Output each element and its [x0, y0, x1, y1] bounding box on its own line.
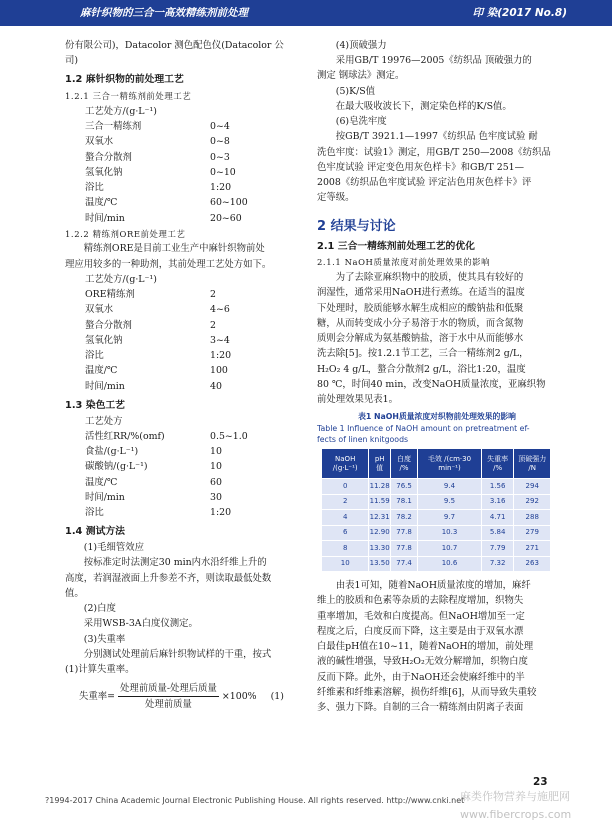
recipe-value: 10: [210, 446, 222, 458]
recipe-row: [65, 318, 307, 333]
paragraph-line: 按标准定时法测定30 min内水沿纤维上升的: [83, 557, 267, 569]
table-header-cell: NaOH /(g·L⁻¹): [322, 449, 369, 479]
formula-rhs: ×100%: [221, 691, 257, 703]
recipe-value: 0~8: [210, 136, 230, 148]
recipe-value: 1:20: [210, 182, 232, 194]
paragraph-line: 在最大吸收波长下，测定染色样的K/S值。: [335, 100, 512, 112]
paragraph-line: 定等级。: [317, 192, 355, 204]
recipe-row: [65, 150, 307, 165]
section-heading-1-4: 1.4 测试方法: [65, 526, 125, 538]
paragraph-line: 下处理时，胶质能够水解生成相应的酸钠盐和低聚: [317, 302, 524, 314]
recipe-row: [65, 211, 307, 226]
recipe-key: 螯合分散剂: [85, 151, 132, 163]
table-cell: 10.7: [418, 541, 482, 557]
table-cell: 12.90: [369, 525, 391, 541]
formula-fraction: [118, 681, 219, 712]
page-number: 23: [533, 776, 548, 788]
table-caption-cn: 表1 NaOH质量浓度对织物前处理效果的影响: [358, 412, 516, 422]
recipe-list-2: [65, 287, 307, 394]
paragraph-line: 精练剂ORE是目前工业生产中麻针织物前处: [83, 243, 265, 255]
table-cell: 294: [514, 479, 551, 495]
table-cell: 288: [514, 510, 551, 526]
recipe-key: 温度/℃: [85, 476, 118, 488]
recipe-row: [65, 302, 307, 317]
paragraph-line: 纤维素和纤维素溶解，损伤纤维[6]，从而导致失重较: [317, 686, 537, 698]
recipe-value: 0~3: [210, 151, 230, 163]
recipe-key: 食盐/(g·L⁻¹): [85, 446, 139, 458]
recipe-value: 60~100: [210, 197, 248, 209]
recipe-value: 3~4: [210, 334, 230, 346]
recipe-row: [65, 165, 307, 180]
recipe-key: ORE精练剂: [85, 289, 135, 301]
paragraph-line: 程度之后，白度反而下降，这主要是由于双氧水漂: [317, 625, 524, 637]
recipe-row: [65, 475, 307, 490]
paragraph-line: 理应用较多的一种助剂，其前处理工艺处方如下。: [65, 258, 272, 270]
recipe-value: 10: [210, 461, 222, 473]
table-row: [322, 510, 551, 526]
table-cell: 8: [322, 541, 369, 557]
table-cell: 271: [514, 541, 551, 557]
table-cell: 7.79: [481, 541, 514, 557]
recipe-list-1: [65, 119, 307, 226]
recipe-value: 60: [210, 476, 222, 488]
table-cell: 263: [514, 556, 551, 572]
table-cell: 4: [322, 510, 369, 526]
paragraph-line: 润湿性，通常采用NaOH进行煮练。在适当的温度: [317, 287, 525, 299]
paragraph-line: H₂O₂ 4 g/L，螯合分散剂2 g/L，浴比1:20，温度: [317, 363, 526, 375]
paragraph-line: 液的碱性增强，导致H₂O₂无效分解增加，织物白度: [317, 656, 528, 668]
test-item-title: (5)K/S值: [335, 85, 376, 97]
table-cell: 10.3: [418, 525, 482, 541]
table-cell: 2: [322, 494, 369, 510]
recipe-row: [65, 379, 307, 394]
paragraph-line: 采用GB/T 19976—2005《纺织品 顶破强力的: [335, 55, 532, 67]
recipe-key: 双氧水: [85, 136, 114, 148]
table-row: [322, 479, 551, 495]
formula-number: (1): [270, 691, 284, 703]
paragraph-line: 洗色牢度：试验1》测定，用GB/T 250—2008《纺织品: [317, 146, 551, 158]
table-row: [322, 556, 551, 572]
recipe-row: [65, 490, 307, 505]
journal-header-bar: [0, 0, 612, 26]
table-cell: 12.31: [369, 510, 391, 526]
recipe-row: [65, 119, 307, 134]
recipe-key: 碳酸钠/(g·L⁻¹): [85, 461, 148, 473]
formula-lhs: 失重率=: [79, 691, 115, 703]
recipe-row: [65, 195, 307, 210]
paragraph-line: 色牢度试验 评定变色用灰色样卡》和GB/T 251—: [317, 161, 525, 173]
recipe-value: 2: [210, 319, 216, 331]
recipe-value: 30: [210, 491, 222, 503]
paragraph-line: 分别测试处理前后麻针织物试样的干重，按式: [83, 648, 272, 660]
formula-numerator: 处理前质量-处理后质量: [118, 681, 219, 697]
test-item-title: (4)顶破强力: [335, 40, 387, 51]
paragraph-line: 由表1可知，随着NaOH质量浓度的增加，麻纤: [335, 580, 531, 592]
paragraph-line: 维上的胶质和色素等杂质的去除程度增加，织物失: [317, 595, 524, 607]
recipe-title: 工艺处方: [85, 415, 123, 427]
table-row: [322, 541, 551, 557]
recipe-value: 2: [210, 289, 216, 301]
table-cell: 279: [514, 525, 551, 541]
recipe-title: 工艺处方/(g·L⁻¹): [85, 105, 157, 117]
table-caption-en-line: fects of linen knitgoods: [317, 434, 409, 444]
recipe-value: 0~10: [210, 166, 236, 178]
table-cell: 9.4: [418, 479, 482, 495]
table-cell: 76.5: [390, 479, 417, 495]
recipe-value: 1:20: [210, 507, 232, 519]
section-heading-1-3: 1.3 染色工艺: [65, 399, 125, 411]
paragraph-discussion: [317, 578, 557, 715]
table-cell: 13.30: [369, 541, 391, 557]
recipe-value: 0~4: [210, 121, 230, 133]
recipe-key: 氢氧化钠: [85, 334, 123, 346]
recipe-key: 浴比: [85, 350, 104, 362]
paragraph-line: 值。: [65, 587, 84, 599]
recipe-value: 100: [210, 365, 228, 377]
table-caption-en-line: Table 1 Influence of NaOH amount on pretreatment ef-: [317, 423, 530, 433]
recipe-key: 时间/min: [85, 212, 125, 224]
table-cell: 10: [322, 556, 369, 572]
journal-issue: 印 染(2017 No.8): [472, 7, 567, 19]
recipe-row: [65, 363, 307, 378]
test-item-title: (1)毛细管效应: [83, 542, 144, 554]
recipe-key: 螯合分散剂: [85, 319, 132, 331]
recipe-key: 双氧水: [85, 304, 114, 316]
recipe-key: 浴比: [85, 507, 104, 519]
table-header-cell: pH值: [369, 449, 391, 479]
table-cell: 292: [514, 494, 551, 510]
table-cell: 11.28: [369, 479, 391, 495]
section-heading-1-2: 1.2 麻针织物的前处理工艺: [65, 74, 184, 86]
paragraph-line: (1)计算失重率。: [65, 664, 135, 675]
section-heading-2-1-1: 2.1.1 NaOH质量浓度对前处理效果的影响: [317, 257, 491, 268]
table-header-row: [322, 449, 551, 479]
table-cell: 77.8: [390, 541, 417, 557]
recipe-row: [65, 505, 307, 520]
paragraph-line: 按GB/T 3921.1—1997《纺织品 色牢度试验 耐: [335, 131, 538, 143]
copyright-footer: ?1994-2017 China Academic Journal Electronic Publishing House. All rights reserved. http://www.cnki.net: [45, 796, 465, 805]
text-line: 份有限公司)，Datacolor 测色配色仪(Datacolor 公: [65, 40, 284, 51]
recipe-key: 时间/min: [85, 380, 125, 392]
recipe-value: 4~6: [210, 304, 230, 316]
test-item-title: (6)皂洗牢度: [335, 116, 387, 128]
recipe-value: 1:20: [210, 350, 232, 362]
weight-loss-formula: [65, 681, 307, 712]
table-row: [322, 525, 551, 541]
table-cell: 7.32: [481, 556, 514, 572]
paragraph-line: 质则会分解成为氨基酸钠盐，溶于水中从而能够水: [317, 333, 524, 345]
paragraph-line: 为了去除亚麻织物中的胶质，使其具有较好的: [335, 272, 524, 284]
recipe-value: 20~60: [210, 212, 242, 224]
recipe-list-3: [65, 429, 307, 520]
recipe-key: 温度/℃: [85, 197, 118, 209]
table-cell: 77.8: [390, 525, 417, 541]
recipe-row: [65, 180, 307, 195]
table-cell: 9.5: [418, 494, 482, 510]
table-header-cell: 毛效 /(cm·30 min⁻¹): [418, 449, 482, 479]
table-cell: 13.50: [369, 556, 391, 572]
right-column: [317, 38, 557, 715]
results-table: [321, 448, 551, 572]
paragraph-line: 白最佳pH值在10~11，随着NaOH的增加，前处理: [317, 641, 534, 653]
recipe-key: 活性红RR/%(omf): [85, 430, 165, 442]
table-cell: 5.84: [481, 525, 514, 541]
section-heading-2-1: 2.1 三合一精练剂前处理工艺的优化: [317, 240, 475, 252]
recipe-key: 氢氧化钠: [85, 166, 123, 178]
recipe-title: 工艺处方/(g·L⁻¹): [85, 273, 157, 285]
watermark: 麻类作物营养与施肥网 www.fibercrops.com: [460, 790, 572, 821]
recipe-row: [65, 287, 307, 302]
table-cell: 11.59: [369, 494, 391, 510]
text-line: 司): [65, 55, 79, 67]
section-heading-1-2-1: 1.2.1 三合一精练剂前处理工艺: [65, 91, 192, 102]
table-cell: 0: [322, 479, 369, 495]
table-header-cell: 白度 /%: [390, 449, 417, 479]
recipe-key: 温度/℃: [85, 365, 118, 377]
table-cell: 78.1: [390, 494, 417, 510]
table-body: [322, 479, 551, 572]
running-title: 麻针织物的三合一高效精练剂前处理: [80, 7, 248, 19]
section-heading-2: 2 结果与讨论: [317, 218, 396, 234]
formula-denominator: 处理前质量: [145, 699, 192, 711]
recipe-row: [65, 444, 307, 459]
recipe-value: 40: [210, 380, 222, 392]
table-header-cell: 顶破强力 /N: [514, 449, 551, 479]
recipe-row: [65, 134, 307, 149]
paragraph-line: 2008《纺织品色牢度试验 评定沾色用灰色样卡》评: [317, 177, 532, 189]
table-cell: 9.7: [418, 510, 482, 526]
paragraph-line: 80 ℃，时间40 min，改变NaOH质量浓度，亚麻织物: [317, 378, 546, 390]
paragraph-line: 前处理效果见表1。: [317, 393, 398, 405]
test-item-title: (2)白度: [83, 603, 116, 615]
recipe-key: 浴比: [85, 182, 104, 194]
table-row: [322, 494, 551, 510]
table-cell: 1.56: [481, 479, 514, 495]
table-cell: 6: [322, 525, 369, 541]
table-cell: 3.16: [481, 494, 514, 510]
paragraph-line: 测定 钢球法》测定。: [317, 70, 405, 82]
left-column: [65, 38, 307, 713]
recipe-value: 0.5~1.0: [210, 430, 248, 442]
paragraph-2-1-1: [317, 270, 557, 407]
table-cell: 78.2: [390, 510, 417, 526]
recipe-row: [65, 348, 307, 363]
paragraph-line: 多、强力下降。自制的三合一精练剂由阴离子表面: [317, 701, 524, 713]
recipe-row: [65, 459, 307, 474]
recipe-row: [65, 333, 307, 348]
section-heading-1-2-2: 1.2.2 精练剂ORE前处理工艺: [65, 228, 186, 239]
paragraph-line: 反而下降。此外，由于NaOH还会使麻纤维中的半: [317, 671, 525, 683]
paragraph-line: 高度，若润湿液面上升参差不齐，则读取最低处数: [65, 572, 272, 584]
table-header-cell: 失重率 /%: [481, 449, 514, 479]
table-cell: 4.71: [481, 510, 514, 526]
paragraph-line: 重率增加，毛效和白度提高。但NaOH增加至一定: [317, 610, 525, 622]
test-item-title: (3)失重率: [83, 633, 126, 645]
recipe-key: 时间/min: [85, 491, 125, 503]
paragraph-line: 采用WSB-3A白度仪测定。: [83, 618, 198, 630]
table-cell: 77.4: [390, 556, 417, 572]
recipe-key: 三合一精练剂: [85, 121, 142, 133]
paragraph-line: 洗去除[5]。按1.2.1节工艺，三合一精练剂2 g/L，: [317, 348, 529, 360]
paragraph-line: 糖，从而转变成小分子易溶于水的物质，而含氮物: [317, 317, 524, 329]
table-cell: 10.6: [418, 556, 482, 572]
recipe-row: [65, 429, 307, 444]
